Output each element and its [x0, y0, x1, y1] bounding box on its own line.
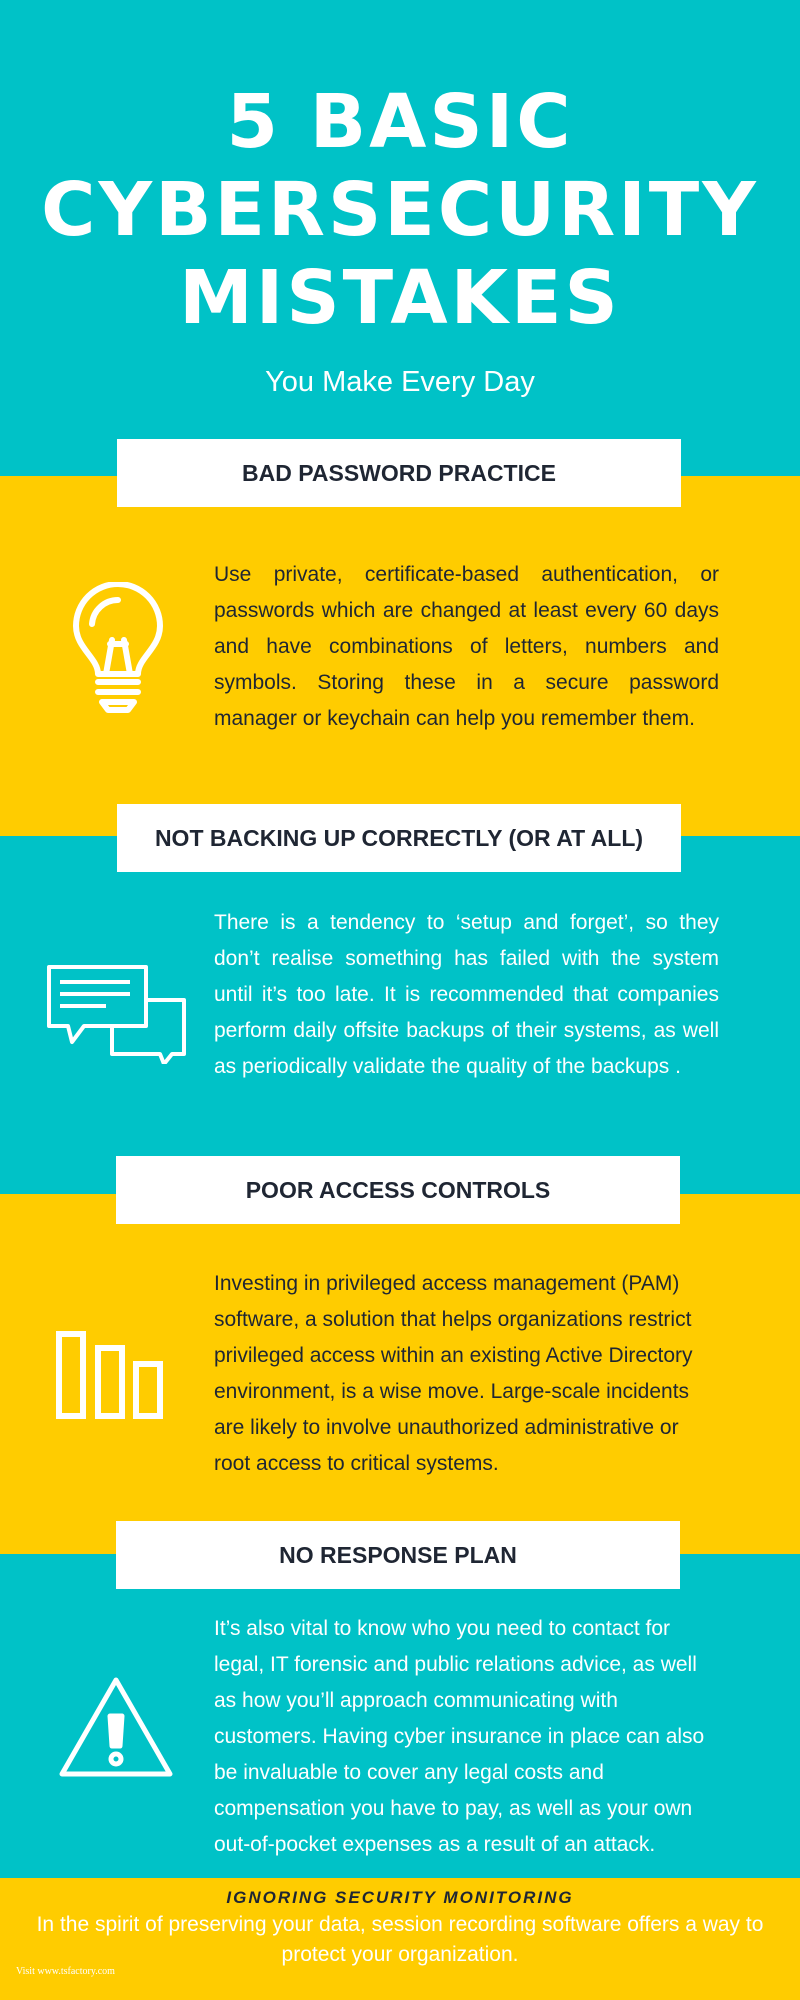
section-heading-response: [116, 1521, 680, 1589]
title-line: CYBERSECURITY: [41, 167, 759, 253]
warning-triangle-icon: [58, 1676, 174, 1783]
section-heading-label: BAD PASSWORD PRACTICE: [242, 459, 556, 486]
section-heading-label: POOR ACCESS CONTROLS: [245, 1176, 551, 1203]
chat-bubbles-icon: [46, 964, 188, 1069]
title-line: 5 BASIC: [226, 79, 574, 165]
section-heading-label: NOT BACKING UP CORRECTLY (OR AT ALL): [154, 824, 644, 851]
footer-heading: IGNORING SECURITY MONITORING: [226, 1888, 574, 1907]
page-subtitle: You Make Every Day: [265, 366, 535, 398]
lightbulb-icon: [68, 582, 168, 719]
section-text-password: Use private, certificate-based authentication, or passwords which are changed at least every 60 days and have combinations of letters, numbers and symbols. Storing these in a secure password manager or keychain can help you remember them.: [214, 563, 719, 730]
section-text-access: Investing in privileged access management (PAM) software, a solution that helps organizations restrict privileged access within an existing Active Directory environment, is a wise move. Large-scale incidents are likely to involve unauthorized administrative or root access to critical systems.: [214, 1272, 693, 1475]
footer-text: In the spirit of preserving your data, session recording software offers a way to protect your organization.: [36, 1913, 764, 1966]
bar-chart-icon: [56, 1330, 164, 1425]
section-heading-backup: [117, 804, 681, 872]
section-heading-label: NO RESPONSE PLAN: [279, 1541, 517, 1568]
section-heading-password: [117, 439, 681, 507]
footer-credit: Visit www.tsfactory.com: [16, 1966, 115, 1977]
title-line: MISTAKES: [179, 255, 621, 341]
page-title: [0, 78, 800, 342]
section-text-response: It’s also vital to know who you need to contact for legal, IT forensic and public relations advice, as well as how you’ll approach communicating with customers. Having cyber insurance in place can also be invaluable to cover any legal costs and compensation you have to pay, as well as your own out-of-pocket expenses as a result of an attack.: [214, 1617, 705, 1856]
section-text-backup: There is a tendency to ‘setup and forget’, so they don’t realise something has failed with the system until it’s too late. It is recommended that companies perform daily offsite backups of their systems, as well as periodically validate the quality of the backups .: [214, 911, 719, 1078]
section-heading-access: [116, 1156, 680, 1224]
